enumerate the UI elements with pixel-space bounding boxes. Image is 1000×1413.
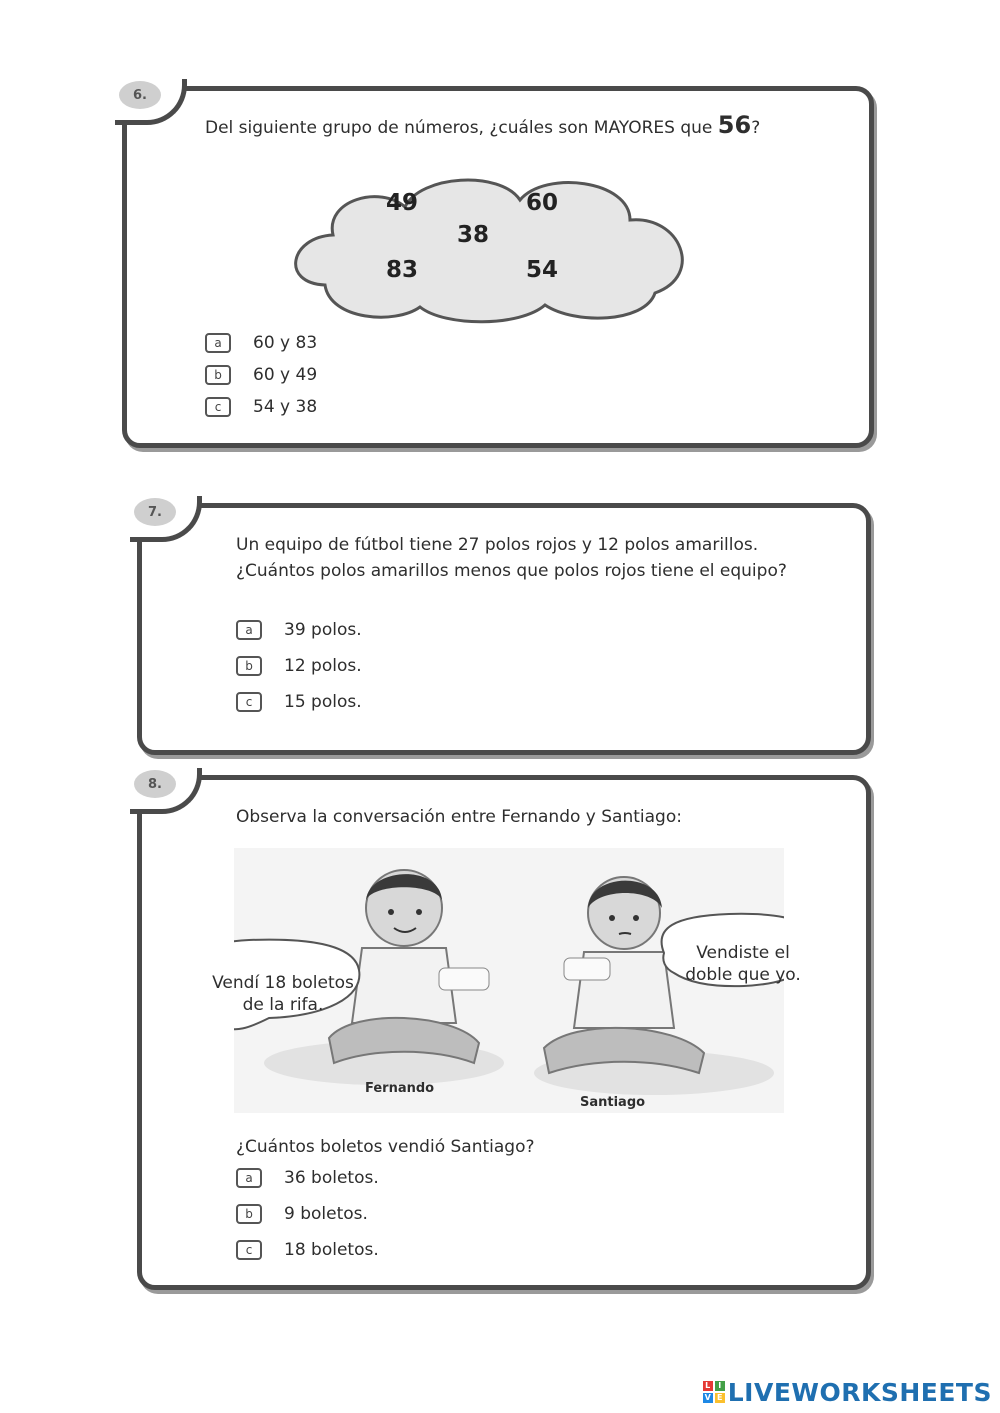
option-text: 39 polos. [284,620,362,640]
question-6-text [205,112,760,141]
answer-option-c[interactable] [205,391,317,423]
question-6-prompt: Del siguiente grupo de números, ¿cuáles son MAYORES que [205,118,713,138]
logo-cell: L [703,1381,713,1391]
logo-cell: V [704,1393,711,1402]
option-letter-box[interactable]: b [205,365,231,385]
question-7-line-1: Un equipo de fútbol tiene 27 polos rojos y 12 polos amarillos. [236,535,759,555]
cloud-number: 54 [526,257,559,283]
logo-cell: E [715,1393,725,1403]
logo-cell: I [715,1381,725,1391]
question-number-tab [115,79,187,125]
answer-option-b[interactable] [236,650,362,682]
question-number-tab [130,768,202,814]
option-letter-box[interactable]: a [205,333,231,353]
option-text: 18 boletos. [284,1240,379,1260]
option-letter-box[interactable]: b [236,656,262,676]
option-letter-box[interactable]: a [236,620,262,640]
question-8-intro: Observa la conversación entre Fernando y Santiago: [236,807,682,827]
option-letter-box[interactable]: b [236,1204,262,1224]
cloud-number: 49 [386,190,419,216]
liveworksheets-logo [703,1375,992,1409]
option-text: 60 y 83 [253,333,318,353]
option-text: 9 boletos. [284,1204,368,1224]
name-fernando: Fernando [365,1081,435,1096]
question-6-end: ? [751,118,761,138]
option-text: 36 boletos. [284,1168,379,1188]
question-number: 7. [134,498,176,526]
number-cloud [285,165,695,325]
option-text: 15 polos. [284,692,362,712]
question-6-options [205,327,317,427]
question-8-options [236,1162,379,1270]
option-letter-box[interactable]: c [205,397,231,417]
right-bubble-text [668,942,818,986]
logo-icon [703,1381,725,1403]
question-number-tab [130,496,202,542]
cloud-number: 83 [386,257,419,283]
question-7-options [236,614,362,722]
cloud-number: 38 [457,222,490,248]
answer-option-b[interactable] [236,1198,379,1230]
question-7-line-2: ¿Cuántos polos amarillos menos que polos rojos tiene el equipo? [236,561,787,581]
cloud-number: 60 [526,190,559,216]
logo-text: LIVEWORKSHEETS [727,1377,992,1407]
left-bubble-line-2: de la rifa. [242,995,324,1015]
right-bubble-line-2: doble que yo. [685,965,801,985]
answer-option-c[interactable] [236,686,362,718]
question-7-text [236,532,787,584]
left-bubble-text [198,972,368,1016]
option-letter-box[interactable]: c [236,1240,262,1260]
left-bubble-line-1: Vendí 18 boletos [212,973,354,993]
question-number: 8. [134,770,176,798]
right-bubble-line-1: Vendiste el [696,943,790,963]
answer-option-a[interactable] [236,1162,379,1194]
answer-option-a[interactable] [205,327,317,359]
question-6-emphasis: 56 [717,111,752,139]
answer-option-a[interactable] [236,614,362,646]
cloud-shape [296,180,683,322]
option-text: 60 y 49 [253,365,318,385]
option-letter-box[interactable]: a [236,1168,262,1188]
option-text: 12 polos. [284,656,362,676]
question-8-text: ¿Cuántos boletos vendió Santiago? [236,1137,535,1157]
option-text: 54 y 38 [253,397,318,417]
option-letter-box[interactable]: c [236,692,262,712]
answer-option-b[interactable] [205,359,317,391]
answer-option-c[interactable] [236,1234,379,1266]
question-number: 6. [119,81,161,109]
name-santiago: Santiago [580,1095,646,1110]
